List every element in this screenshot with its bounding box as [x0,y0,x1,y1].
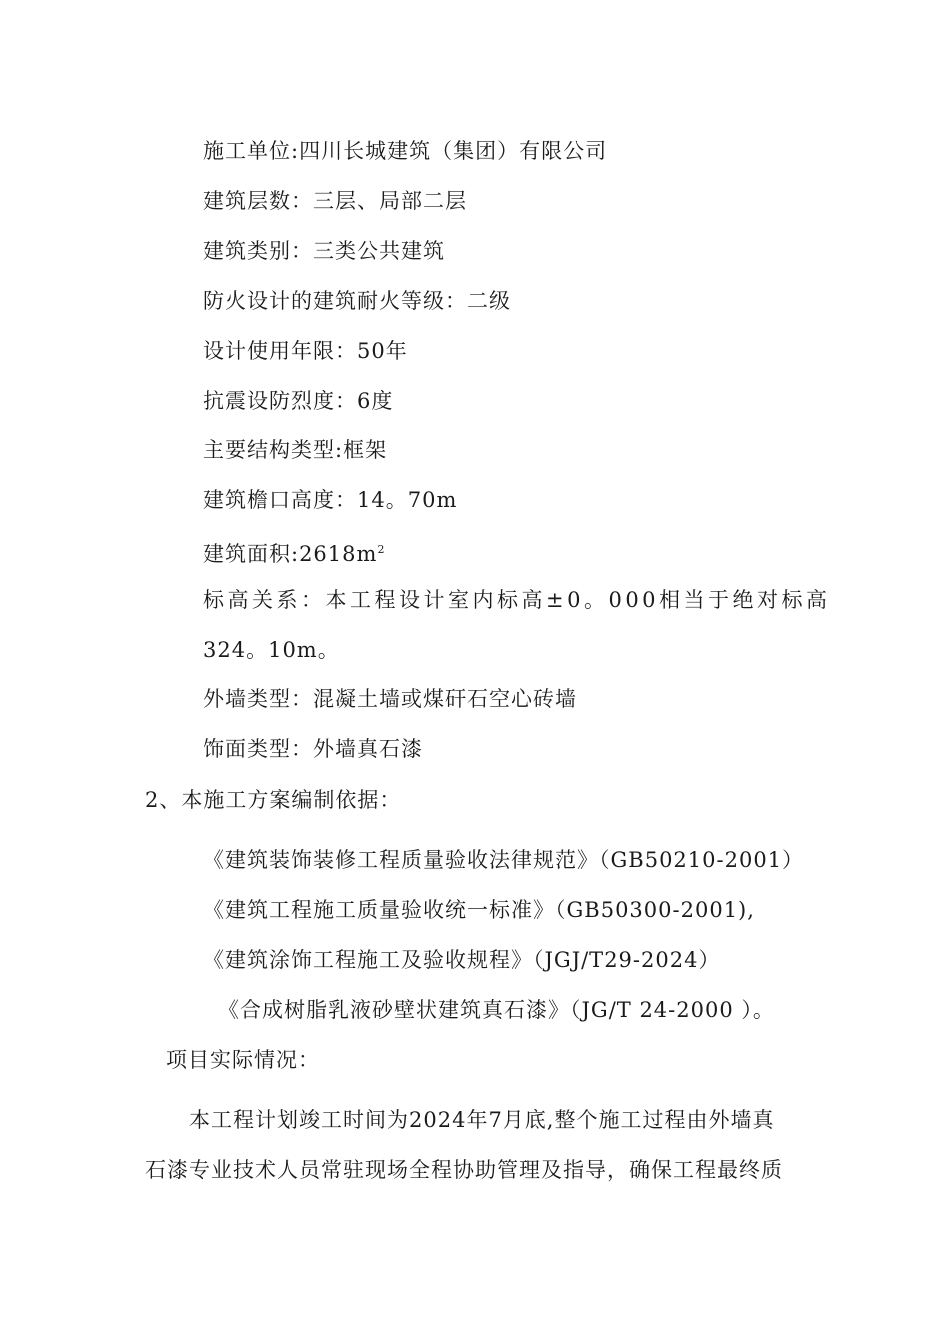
info-building-area [203,535,384,569]
info-structure-type: 主要结构类型:框架 [203,438,388,462]
building-area-text: 建筑面积:2618m [203,542,378,566]
building-area-superscript: 2 [377,543,385,556]
body-paragraph-line-1: 本工程计划竣工时间为2024年7月底,整个施工过程由外墙真 [189,1108,775,1132]
info-floors: 建筑层数：三层、局部二层 [203,189,467,213]
standard-item-gb50210: 《建筑装饰装修工程质量验收法律规范》（GB50210-2001） [203,848,805,872]
standard-item-jg-t24: 《合成树脂乳液砂壁状建筑真石漆》（JG/T 24-2000 ）。 [218,998,775,1022]
info-fire-rating: 防火设计的建筑耐火等级：二级 [203,289,511,313]
info-construction-unit: 施工单位:四川长城建筑（集团）有限公司 [203,139,608,163]
info-wall-type: 外墙类型：混凝土墙或煤矸石空心砖墙 [203,687,577,711]
project-situation-heading: 项目实际情况： [166,1048,320,1072]
body-paragraph-line-2: 石漆专业技术人员常驻现场全程协助管理及指导，确保工程最终质 [145,1158,783,1182]
standard-item-jgj-t29: 《建筑涂饰工程施工及验收规程》（JGJ/T29-2024） [203,948,721,972]
info-eave-height: 建筑檐口高度：14。70m [203,488,458,512]
info-building-class: 建筑类别：三类公共建筑 [203,239,445,263]
info-elevation-line-2: 324。10m。 [203,638,340,662]
info-seismic-intensity: 抗震设防烈度：6度 [203,389,394,413]
info-elevation-line-1: 标高关系：本工程设计室内标高±0。000相当于绝对标高 [203,588,831,612]
standard-item-gb50300: 《建筑工程施工质量验收统一标准》（GB50300-2001), [203,898,755,922]
info-design-life: 设计使用年限：50年 [203,339,408,363]
info-finish-type: 饰面类型：外墙真石漆 [203,737,423,761]
section-2-heading: 2、本施工方案编制依据： [145,788,402,812]
